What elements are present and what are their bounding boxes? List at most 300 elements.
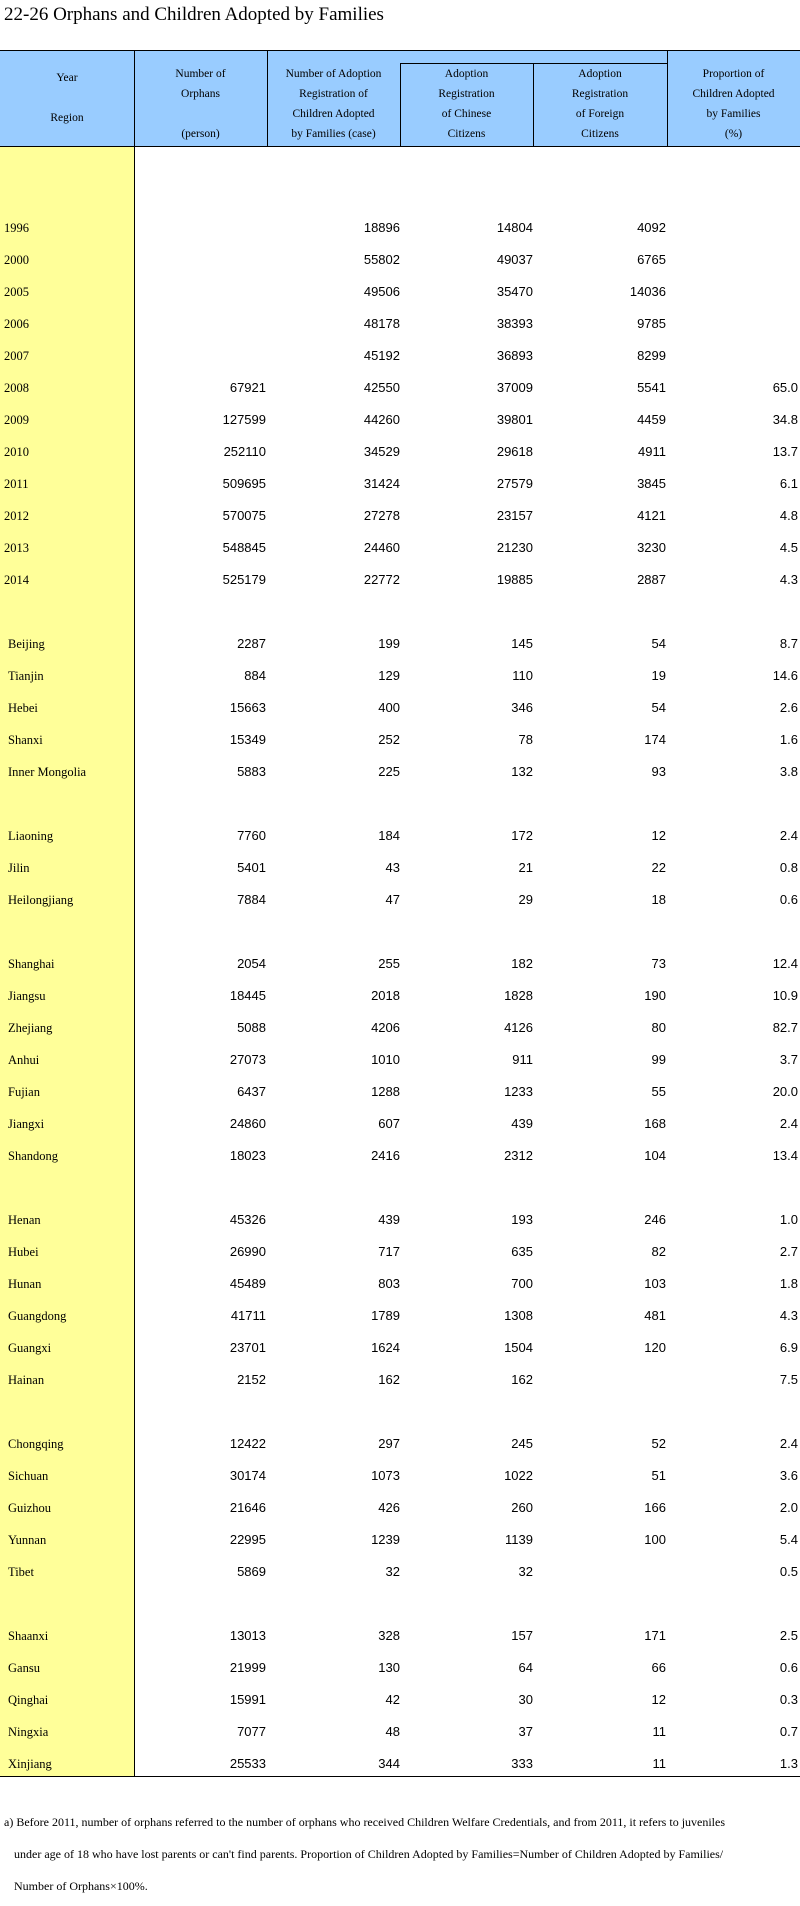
table-row bbox=[0, 1524, 800, 1556]
cell-proportion: 2.4 bbox=[779, 1436, 798, 1451]
table-row bbox=[0, 404, 800, 436]
cell-adoption: 297 bbox=[378, 1436, 400, 1451]
row-label: 2000 bbox=[4, 253, 29, 267]
row-label: Xinjiang bbox=[8, 1757, 52, 1771]
cell-adoption: 225 bbox=[378, 764, 400, 779]
cell-orphans: 7884 bbox=[237, 892, 266, 907]
cell-chinese: 38393 bbox=[496, 316, 533, 331]
cell-orphans: 7760 bbox=[237, 828, 266, 843]
cell-orphans: 5088 bbox=[237, 1020, 266, 1035]
region-rows bbox=[0, 596, 800, 1780]
cell-foreign: 55 bbox=[651, 1084, 666, 1099]
row-label: Chongqing bbox=[8, 1437, 64, 1451]
cell-chinese: 1233 bbox=[504, 1084, 533, 1099]
cell-chinese: 64 bbox=[518, 1660, 533, 1675]
row-label: Tianjin bbox=[8, 669, 44, 683]
cell-chinese: 23157 bbox=[496, 508, 533, 523]
cell-foreign: 2887 bbox=[637, 572, 666, 587]
row-label: Shaanxi bbox=[8, 1629, 49, 1643]
table-row bbox=[0, 1332, 800, 1364]
cell-adoption: 43 bbox=[385, 860, 400, 875]
row-label: Jiangxi bbox=[8, 1117, 45, 1131]
table-row bbox=[0, 724, 800, 756]
table-row bbox=[0, 1076, 800, 1108]
cell-proportion: 4.3 bbox=[779, 572, 798, 587]
row-label: Guizhou bbox=[8, 1501, 52, 1515]
cell-chinese: 29618 bbox=[496, 444, 533, 459]
cell-adoption: 48178 bbox=[363, 316, 400, 331]
row-label: 1996 bbox=[4, 221, 29, 235]
cell-proportion: 0.8 bbox=[779, 860, 798, 875]
cell-proportion: 34.8 bbox=[772, 412, 798, 427]
cell-chinese: 14804 bbox=[496, 220, 533, 235]
row-label: Liaoning bbox=[8, 829, 54, 843]
cell-orphans: 24860 bbox=[229, 1116, 266, 1131]
row-label: 2010 bbox=[4, 445, 29, 459]
footnote-line: Number of Orphans×100%. bbox=[14, 1879, 148, 1893]
cell-proportion: 2.5 bbox=[779, 1628, 798, 1643]
row-label: Shanghai bbox=[8, 957, 55, 971]
cell-proportion: 1.8 bbox=[779, 1276, 798, 1291]
cell-orphans: 21646 bbox=[229, 1500, 266, 1515]
cell-foreign: 93 bbox=[651, 764, 666, 779]
cell-proportion: 82.7 bbox=[772, 1020, 798, 1035]
cell-foreign: 11 bbox=[652, 1724, 666, 1739]
cell-foreign: 51 bbox=[651, 1468, 666, 1483]
cell-chinese: 333 bbox=[511, 1756, 533, 1771]
cell-proportion: 0.3 bbox=[779, 1692, 798, 1707]
cell-foreign: 12 bbox=[651, 828, 666, 843]
cell-chinese: 1504 bbox=[504, 1340, 533, 1355]
cell-foreign: 100 bbox=[644, 1532, 666, 1547]
cell-foreign: 4459 bbox=[637, 412, 666, 427]
cell-adoption: 607 bbox=[378, 1116, 400, 1131]
table-row bbox=[0, 1620, 800, 1652]
cell-adoption: 199 bbox=[378, 636, 400, 651]
table-row bbox=[0, 948, 800, 980]
header-top-rule bbox=[0, 50, 800, 51]
cell-adoption: 42 bbox=[385, 1692, 400, 1707]
cell-chinese: 35470 bbox=[496, 284, 533, 299]
cell-proportion: 8.7 bbox=[779, 636, 798, 651]
cell-orphans: 548845 bbox=[222, 540, 266, 555]
table-row bbox=[0, 980, 800, 1012]
cell-chinese: 157 bbox=[511, 1628, 533, 1643]
cell-proportion: 6.1 bbox=[779, 476, 798, 491]
cell-adoption: 1288 bbox=[371, 1084, 400, 1099]
cell-chinese: 36893 bbox=[496, 348, 533, 363]
cell-orphans: 5883 bbox=[237, 764, 266, 779]
cell-proportion: 4.5 bbox=[779, 540, 798, 555]
row-label: Hainan bbox=[8, 1373, 45, 1387]
table-row bbox=[0, 1492, 800, 1524]
cell-proportion: 20.0 bbox=[772, 1084, 798, 1099]
cell-proportion: 5.4 bbox=[779, 1532, 798, 1547]
cell-foreign: 104 bbox=[644, 1148, 666, 1163]
cell-proportion: 3.7 bbox=[779, 1052, 798, 1067]
cell-chinese: 193 bbox=[511, 1212, 533, 1227]
cell-adoption: 400 bbox=[378, 700, 400, 715]
cell-adoption: 439 bbox=[378, 1212, 400, 1227]
table-row bbox=[0, 1268, 800, 1300]
table-row bbox=[0, 1748, 800, 1780]
cell-chinese: 32 bbox=[518, 1564, 533, 1579]
cell-adoption: 34529 bbox=[363, 444, 400, 459]
cell-proportion: 6.9 bbox=[779, 1340, 798, 1355]
table-row bbox=[0, 372, 800, 404]
cell-adoption: 27278 bbox=[363, 508, 400, 523]
row-label: Hunan bbox=[8, 1277, 42, 1291]
cell-proportion: 2.4 bbox=[779, 1116, 798, 1131]
cell-chinese: 4126 bbox=[504, 1020, 533, 1035]
cell-adoption: 49506 bbox=[363, 284, 400, 299]
row-label: Sichuan bbox=[8, 1469, 49, 1483]
cell-adoption: 2018 bbox=[371, 988, 400, 1003]
row-label: Shandong bbox=[8, 1149, 58, 1163]
header-bottom-rule bbox=[0, 146, 800, 147]
cell-foreign: 190 bbox=[644, 988, 666, 1003]
cell-adoption: 55802 bbox=[363, 252, 400, 267]
cell-adoption: 803 bbox=[378, 1276, 400, 1291]
cell-foreign: 174 bbox=[644, 732, 666, 747]
cell-adoption: 130 bbox=[378, 1660, 400, 1675]
cell-foreign: 481 bbox=[644, 1308, 666, 1323]
cell-chinese: 19885 bbox=[496, 572, 533, 587]
cell-adoption: 717 bbox=[378, 1244, 400, 1259]
cell-adoption: 1239 bbox=[371, 1532, 400, 1547]
cell-proportion: 4.3 bbox=[779, 1308, 798, 1323]
cell-adoption: 328 bbox=[378, 1628, 400, 1643]
row-label: 2013 bbox=[4, 541, 29, 555]
cell-orphans: 15663 bbox=[229, 700, 266, 715]
cell-chinese: 27579 bbox=[496, 476, 533, 491]
table-row bbox=[0, 1140, 800, 1172]
cell-chinese: 1139 bbox=[505, 1532, 533, 1547]
row-label: Gansu bbox=[8, 1661, 40, 1675]
cell-adoption: 255 bbox=[378, 956, 400, 971]
cell-foreign: 99 bbox=[651, 1052, 666, 1067]
cell-proportion: 65.0 bbox=[772, 380, 798, 395]
cell-foreign: 6765 bbox=[637, 252, 666, 267]
table-row bbox=[0, 340, 800, 372]
table-row bbox=[0, 820, 800, 852]
cell-proportion: 0.5 bbox=[779, 1564, 798, 1579]
table-row bbox=[0, 1044, 800, 1076]
cell-orphans: 22995 bbox=[229, 1532, 266, 1547]
cell-foreign: 246 bbox=[644, 1212, 666, 1227]
cell-orphans: 45489 bbox=[229, 1276, 266, 1291]
cell-adoption: 129 bbox=[378, 668, 400, 683]
cell-orphans: 13013 bbox=[229, 1628, 266, 1643]
cell-foreign: 3845 bbox=[637, 476, 666, 491]
row-label: Anhui bbox=[8, 1053, 40, 1067]
cell-proportion: 3.8 bbox=[779, 764, 798, 779]
cell-foreign: 52 bbox=[651, 1436, 666, 1451]
cell-foreign: 4911 bbox=[638, 444, 666, 459]
cell-adoption: 1789 bbox=[371, 1308, 400, 1323]
row-label: Tibet bbox=[8, 1565, 34, 1579]
cell-orphans: 30174 bbox=[229, 1468, 266, 1483]
row-label: 2011 bbox=[4, 477, 29, 491]
cell-orphans: 41711 bbox=[230, 1308, 266, 1323]
cell-chinese: 21 bbox=[518, 860, 533, 875]
cell-orphans: 45326 bbox=[229, 1212, 266, 1227]
cell-orphans: 525179 bbox=[222, 572, 266, 587]
table-row bbox=[0, 1012, 800, 1044]
cell-adoption: 184 bbox=[378, 828, 400, 843]
cell-chinese: 172 bbox=[511, 828, 533, 843]
cell-chinese: 132 bbox=[511, 764, 533, 779]
row-label: 2009 bbox=[4, 413, 29, 427]
cell-chinese: 21230 bbox=[496, 540, 533, 555]
cell-orphans: 2152 bbox=[237, 1372, 266, 1387]
header-adoption: Number of Adoption Registration of Children Adopted by Families (case) bbox=[285, 68, 382, 140]
cell-foreign: 5541 bbox=[637, 380, 666, 395]
cell-adoption: 32 bbox=[385, 1564, 400, 1579]
table-row bbox=[0, 564, 800, 596]
cell-foreign: 73 bbox=[651, 956, 666, 971]
table-row bbox=[0, 756, 800, 788]
cell-foreign: 14036 bbox=[629, 284, 666, 299]
cell-adoption: 252 bbox=[378, 732, 400, 747]
cell-proportion: 2.6 bbox=[779, 700, 798, 715]
row-label: 2008 bbox=[4, 381, 29, 395]
table-row bbox=[0, 436, 800, 468]
cell-chinese: 911 bbox=[512, 1052, 533, 1067]
cell-chinese: 1828 bbox=[504, 988, 533, 1003]
table-row bbox=[0, 500, 800, 532]
cell-proportion: 0.6 bbox=[779, 1660, 798, 1675]
table-row bbox=[0, 1204, 800, 1236]
cell-orphans: 5869 bbox=[237, 1564, 266, 1579]
row-label: 2012 bbox=[4, 509, 29, 523]
row-label: 2006 bbox=[4, 317, 29, 331]
header-proportion: Proportion of Children Adopted by Families (%) bbox=[692, 68, 775, 140]
cell-orphans: 25533 bbox=[229, 1756, 266, 1771]
row-label: Beijing bbox=[8, 637, 45, 651]
cell-proportion: 12.4 bbox=[772, 956, 798, 971]
header-year: Year bbox=[56, 72, 78, 84]
table-row bbox=[0, 532, 800, 564]
data-table bbox=[0, 50, 800, 1777]
cell-proportion: 13.7 bbox=[772, 444, 798, 459]
cell-foreign: 166 bbox=[644, 1500, 666, 1515]
cell-adoption: 4206 bbox=[371, 1020, 400, 1035]
table-body bbox=[0, 180, 800, 1780]
cell-foreign: 103 bbox=[644, 1276, 666, 1291]
row-label: Guangxi bbox=[8, 1341, 52, 1355]
cell-proportion: 2.7 bbox=[779, 1244, 798, 1259]
cell-chinese: 145 bbox=[511, 636, 533, 651]
cell-chinese: 182 bbox=[511, 956, 533, 971]
cell-foreign: 120 bbox=[644, 1340, 666, 1355]
footnote-line: a) Before 2011, number of orphans referred to the number of orphans who received Children Welfare Credentials, and from 2011, it refers to juveniles bbox=[4, 1815, 726, 1829]
cell-foreign: 80 bbox=[651, 1020, 666, 1035]
cell-adoption: 1073 bbox=[371, 1468, 400, 1483]
row-label: Jilin bbox=[8, 861, 30, 875]
table-row bbox=[0, 1364, 800, 1396]
cell-orphans: 570075 bbox=[222, 508, 266, 523]
row-label: Qinghai bbox=[8, 1693, 49, 1707]
cell-chinese: 439 bbox=[511, 1116, 533, 1131]
cell-proportion: 2.0 bbox=[779, 1500, 798, 1515]
row-label: Fujian bbox=[8, 1085, 40, 1099]
header-chinese: Adoption Registration of Chinese Citizens bbox=[438, 68, 495, 140]
cell-chinese: 1022 bbox=[504, 1468, 533, 1483]
cell-adoption: 18896 bbox=[363, 220, 400, 235]
cell-chinese: 245 bbox=[511, 1436, 533, 1451]
table-row bbox=[0, 212, 800, 244]
row-label: Jiangsu bbox=[8, 989, 46, 1003]
cell-orphans: 18445 bbox=[229, 988, 266, 1003]
cell-proportion: 1.6 bbox=[779, 732, 798, 747]
cell-adoption: 1624 bbox=[371, 1340, 400, 1355]
cell-adoption: 344 bbox=[378, 1756, 400, 1771]
cell-orphans: 6437 bbox=[237, 1084, 266, 1099]
table-row bbox=[0, 1300, 800, 1332]
cell-orphans: 12422 bbox=[229, 1436, 266, 1451]
table-row bbox=[0, 1684, 800, 1716]
table-row bbox=[0, 660, 800, 692]
cell-foreign: 171 bbox=[644, 1628, 666, 1643]
header-orphans: Number of Orphans (person) bbox=[175, 68, 226, 140]
cell-foreign: 82 bbox=[651, 1244, 666, 1259]
cell-foreign: 4121 bbox=[637, 508, 666, 523]
cell-proportion: 13.4 bbox=[772, 1148, 798, 1163]
cell-adoption: 31424 bbox=[363, 476, 400, 491]
cell-chinese: 346 bbox=[511, 700, 533, 715]
cell-orphans: 67921 bbox=[229, 380, 266, 395]
cell-adoption: 45192 bbox=[363, 348, 400, 363]
table-row bbox=[0, 1556, 800, 1588]
cell-adoption: 426 bbox=[378, 1500, 400, 1515]
table-row bbox=[0, 468, 800, 500]
cell-foreign: 66 bbox=[651, 1660, 666, 1675]
row-label: Ningxia bbox=[8, 1725, 49, 1739]
cell-orphans: 18023 bbox=[229, 1148, 266, 1163]
cell-chinese: 635 bbox=[511, 1244, 533, 1259]
header-foreign: Adoption Registration of Foreign Citizens bbox=[571, 68, 629, 140]
table-row bbox=[0, 1108, 800, 1140]
table-row bbox=[0, 692, 800, 724]
cell-proportion: 4.8 bbox=[779, 508, 798, 523]
cell-adoption: 44260 bbox=[363, 412, 400, 427]
cell-orphans: 15349 bbox=[229, 732, 266, 747]
cell-proportion: 7.5 bbox=[779, 1372, 798, 1387]
cell-foreign: 22 bbox=[651, 860, 666, 875]
cell-proportion: 10.9 bbox=[772, 988, 798, 1003]
row-label: Yunnan bbox=[8, 1533, 47, 1547]
cell-foreign: 168 bbox=[644, 1116, 666, 1131]
table-row bbox=[0, 1652, 800, 1684]
cell-orphans: 884 bbox=[244, 668, 266, 683]
cell-orphans: 127599 bbox=[222, 412, 266, 427]
row-label: 2007 bbox=[4, 349, 29, 363]
cell-proportion: 1.0 bbox=[779, 1212, 798, 1227]
cell-chinese: 260 bbox=[511, 1500, 533, 1515]
table-row bbox=[0, 1236, 800, 1268]
table-row bbox=[0, 852, 800, 884]
cell-foreign: 54 bbox=[651, 700, 666, 715]
cell-chinese: 700 bbox=[511, 1276, 533, 1291]
table-row bbox=[0, 1428, 800, 1460]
row-label: Henan bbox=[8, 1213, 41, 1227]
cell-chinese: 39801 bbox=[496, 412, 533, 427]
cell-adoption: 1010 bbox=[371, 1052, 400, 1067]
cell-orphans: 2054 bbox=[237, 956, 266, 971]
cell-adoption: 48 bbox=[385, 1724, 400, 1739]
cell-adoption: 22772 bbox=[363, 572, 400, 587]
cell-adoption: 162 bbox=[378, 1372, 400, 1387]
cell-orphans: 15991 bbox=[229, 1692, 266, 1707]
cell-proportion: 2.4 bbox=[779, 828, 798, 843]
cell-foreign: 19 bbox=[651, 668, 666, 683]
cell-foreign: 9785 bbox=[637, 316, 666, 331]
cell-orphans: 23701 bbox=[229, 1340, 266, 1355]
cell-foreign: 12 bbox=[651, 1692, 666, 1707]
cell-orphans: 26990 bbox=[229, 1244, 266, 1259]
table-row bbox=[0, 1716, 800, 1748]
row-label: Inner Mongolia bbox=[8, 765, 87, 779]
cell-adoption: 42550 bbox=[363, 380, 400, 395]
cell-orphans: 509695 bbox=[222, 476, 266, 491]
cell-chinese: 2312 bbox=[504, 1148, 533, 1163]
table-row bbox=[0, 276, 800, 308]
table-row bbox=[0, 308, 800, 340]
footnote bbox=[4, 1806, 800, 1902]
cell-proportion: 14.6 bbox=[772, 668, 798, 683]
cell-proportion: 0.6 bbox=[779, 892, 798, 907]
cell-foreign: 18 bbox=[651, 892, 666, 907]
cell-chinese: 37009 bbox=[496, 380, 533, 395]
cell-orphans: 2287 bbox=[237, 636, 266, 651]
row-label: Hubei bbox=[8, 1245, 39, 1259]
cell-foreign: 8299 bbox=[637, 348, 666, 363]
year-rows bbox=[0, 212, 800, 596]
row-label: Zhejiang bbox=[8, 1021, 53, 1035]
table-row bbox=[0, 628, 800, 660]
cell-chinese: 37 bbox=[518, 1724, 533, 1739]
row-label: Heilongjiang bbox=[8, 893, 74, 907]
cell-proportion: 3.6 bbox=[779, 1468, 798, 1483]
cell-adoption: 24460 bbox=[363, 540, 400, 555]
row-label: 2005 bbox=[4, 285, 29, 299]
cell-orphans: 7077 bbox=[237, 1724, 266, 1739]
cell-proportion: 1.3 bbox=[779, 1756, 798, 1771]
cell-orphans: 5401 bbox=[237, 860, 266, 875]
table-title: 22-26 Orphans and Children Adopted by Families bbox=[4, 4, 384, 25]
row-label: 2014 bbox=[4, 573, 29, 587]
row-label: Hebei bbox=[8, 701, 38, 715]
row-label: Shanxi bbox=[8, 733, 43, 747]
cell-chinese: 1308 bbox=[504, 1308, 533, 1323]
cell-adoption: 2416 bbox=[371, 1148, 400, 1163]
footnote-line: under age of 18 who have lost parents or can't find parents. Proportion of Children Adopted by Families=Number of Children Adopted by Families/ bbox=[14, 1847, 724, 1861]
cell-foreign: 4092 bbox=[637, 220, 666, 235]
cell-orphans: 27073 bbox=[229, 1052, 266, 1067]
table-row bbox=[0, 244, 800, 276]
cell-chinese: 49037 bbox=[496, 252, 533, 267]
cell-foreign: 54 bbox=[651, 636, 666, 651]
cell-foreign: 3230 bbox=[637, 540, 666, 555]
header-region: Region bbox=[50, 112, 84, 124]
table-row bbox=[0, 884, 800, 916]
cell-chinese: 162 bbox=[511, 1372, 533, 1387]
table-row bbox=[0, 1460, 800, 1492]
cell-adoption: 47 bbox=[385, 892, 400, 907]
cell-foreign: 11 bbox=[652, 1756, 666, 1771]
cell-orphans: 21999 bbox=[229, 1660, 266, 1675]
